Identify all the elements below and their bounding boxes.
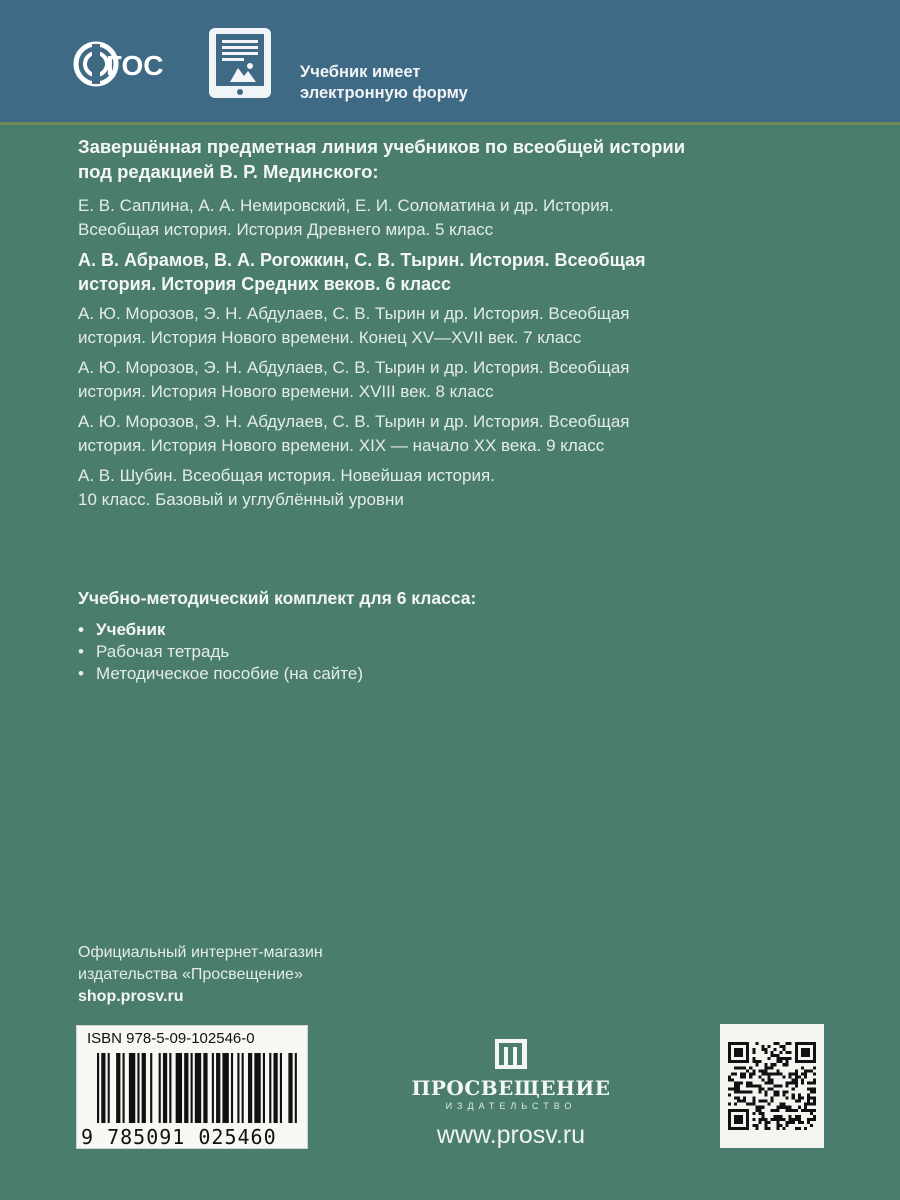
book-line: Е. В. Саплина, А. А. Немировский, Е. И. Соломатина и др. История. [78,196,614,215]
shop-info [78,942,438,1008]
book-line: А. Ю. Морозов, Э. Н. Абдулаев, С. В. Тырин и др. История. Всеобщая [78,358,630,377]
series-title [78,134,798,184]
eform-note [300,62,560,104]
book-line: А. В. Абрамов, В. А. Рогожкин, С. В. Тырин. История. Всеобщая [78,250,646,270]
series-section [78,134,798,518]
umk-item: • Методическое пособие (на сайте) [78,663,798,685]
book-line: А. В. Шубин. Всеобщая история. Новейшая история. [78,466,495,485]
umk-item: • Учебник [78,619,798,641]
book-item [78,302,798,350]
publisher-url[interactable]: www.prosv.ru [436,1121,586,1149]
umk-title: Учебно-методический комплект для 6 класса: [78,588,477,608]
umk-item: • Рабочая тетрадь [78,641,798,663]
series-title-line-2: под редакцией В. Р. Мединского: [78,161,379,182]
publisher-subtitle: ИЗДАТЕЛЬСТВО [445,1101,577,1111]
isbn-label: ISBN 978-5-09-102546-0 [87,1030,255,1047]
isbn-barcode-box [76,1025,308,1149]
qr-code-box [720,1024,824,1148]
publisher-name: ПРОСВЕЩЕНИЕ [411,1076,611,1100]
book-line: А. Ю. Морозов, Э. Н. Абдулаев, С. В. Тырин и др. История. Всеобщая [78,304,630,323]
top-band [0,0,900,125]
book-line: история. История Средних веков. 6 класс [78,274,452,294]
book-line: А. Ю. Морозов, Э. Н. Абдулаев, С. В. Тырин и др. История. Всеобщая [78,412,630,431]
tablet-icon [206,26,276,100]
umk-list [78,619,798,685]
book-line: Всеобщая история. История Древнего мира. 5 класс [78,220,494,239]
eform-line-1: Учебник имеет [300,63,421,81]
series-title-line-1: Завершённая предметная линия учебников по всеобщей истории [78,136,686,157]
book-line: 10 класс. Базовый и углублённый уровни [78,490,404,509]
umk-section [78,586,798,685]
barcode-icon [97,1053,299,1123]
book-line: история. История Нового времени. Конец XV—XVII век. 7 класс [78,328,582,347]
book-item-current [78,248,798,296]
shop-line-1: Официальный интернет-магазин [78,944,323,961]
book-item [78,464,798,512]
shop-line-2: издательства «Просвещение» [78,966,303,983]
book-item [78,356,798,404]
book-line: история. История Нового времени. XVIII век. 8 класс [78,382,494,401]
book-line: история. История Нового времени. XIX — начало XX века. 9 класс [78,436,605,455]
shop-link[interactable]: shop.prosv.ru [78,988,184,1005]
qr-code-icon [728,1042,816,1130]
fgos-logo-text: ГОС [106,50,164,81]
book-item [78,410,798,458]
publisher-logo-icon [494,1038,528,1070]
eform-line-2: электронную форму [300,84,468,102]
fgos-logo [70,36,180,92]
isbn-digits: 9 785091 025460 [81,1125,277,1149]
book-item [78,194,798,242]
